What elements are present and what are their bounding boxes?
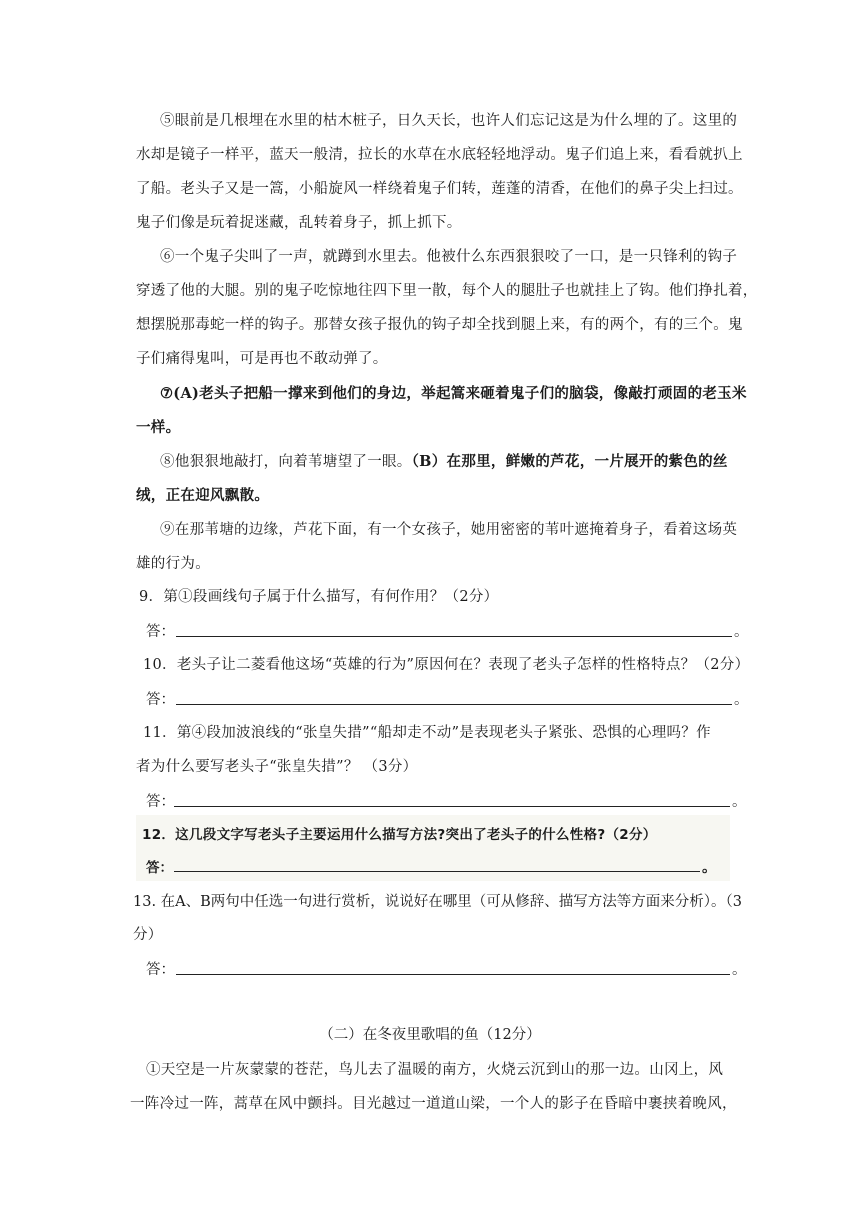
paragraph-6-line-2: 穿透了他的大腿。别的鬼子吃惊地往四下里一散，每个人的腿肚子也就挂上了钩。他们挣扎着， (136, 283, 758, 299)
answer-line-13 (176, 974, 730, 975)
question-11-line-1: 11．第④段加波浪线的“张皇失措”“船却走不动”是表现老头子紧张、恐惧的心理吗？作 (143, 725, 711, 741)
paragraph-5-line-4: 鬼子们像是玩着捉迷藏，乱转着身子，抓上抓下。 (136, 215, 462, 231)
answer-label-9: 答： (146, 624, 175, 640)
paragraph-7-line-1: ⑦(A)老头子把船一撑来到他们的身边，举起篙来砸着鬼子们的脑袋，像敲打顽固的老玉米 (160, 385, 747, 402)
paragraph-6-line-3: 想摆脱那毒蛇一样的钩子。那替女孩子报仇的钩子却全找到腿上来，有的两个，有的三个。鬼 (136, 317, 743, 333)
answer-label-13: 答： (146, 962, 175, 978)
paragraph-8-line-1 (160, 450, 728, 471)
paragraph-5-line-2: 水却是镜子一样平，蓝天一般清，拉长的水草在水底轻轻地浮动。鬼子们追上来，看看就扒上 (136, 147, 743, 163)
paragraph-9-line-1: ⑨在那苇塘的边缘，芦花下面，有一个女孩子，她用密密的苇叶遮掩着身子，看着这场英 (160, 522, 738, 538)
paragraph-5-line-1: ⑤眼前是几根埋在水里的枯木桩子，日久天长，也许人们忘记这是为什么埋的了。这里的 (160, 113, 738, 129)
sentence-b: （B）在那里，鲜嫩的芦花，一片展开的紫色的丝 (411, 453, 728, 470)
paragraph-7-line-2: 一样。 (136, 419, 181, 436)
answer-line-12 (174, 871, 700, 872)
answer-label-12: 答： (146, 860, 173, 876)
question-13-line-2: 分） (133, 927, 163, 943)
paragraph-8-text: ⑧他狠狠地敲打，向着苇塘望了一眼。 (160, 454, 412, 470)
paragraph-8-line-2: 绒，正在迎风飘散。 (136, 487, 270, 504)
paragraph-9-line-2: 雄的行为。 (136, 556, 210, 572)
answer-label-10: 答： (146, 692, 175, 708)
answer-period-13: 。 (732, 962, 747, 978)
answer-period-9: 。 (734, 624, 749, 640)
answer-period-12: 。 (702, 859, 717, 876)
answer-line-10 (176, 704, 732, 705)
answer-period-10: 。 (734, 692, 749, 708)
question-11-line-2: 者为什么要写老头子“张皇失措”？ （3分） (136, 759, 418, 775)
question-13-line-1: 13. 在A、B两句中任选一句进行赏析，说说好在哪里（可从修辞、描写方法等方面来分析）。（3 (133, 894, 743, 910)
question-10: 10．老头子让二菱看他这场“英雄的行为”原因何在？表现了老头子怎样的性格特点？（2分） (143, 657, 750, 673)
paragraph-6-line-1: ⑥一个鬼子尖叫了一声，就蹲到水里去。他被什么东西狠狠咬了一口，是一只锋利的钩子 (160, 249, 738, 265)
section-title: （二）在冬夜里歌唱的鱼（12分） (319, 1027, 541, 1043)
answer-line-9 (176, 636, 732, 637)
question-9: 9．第①段画线句子属于什么描写，有何作用？（2分） (139, 589, 499, 605)
paragraph-6-line-4: 子们痛得鬼叫，可是再也不敢动弹了。 (136, 351, 388, 367)
answer-line-11 (174, 806, 730, 807)
answer-label-11: 答： (146, 794, 175, 810)
section2-paragraph-1-line-2: 一阵冷过一阵，蒿草在风中颤抖。目光越过一道道山梁，一个人的影子在昏暗中裹挟着晚风， (130, 1096, 737, 1112)
answer-period-11: 。 (732, 794, 747, 810)
question-12: 12．这几段文字写老头子主要运用什么描写方法?突出了老头子的什么性格?（2分） (142, 827, 657, 843)
section2-paragraph-1-line-1: ①天空是一片灰蒙蒙的苍茫，鸟儿去了温暖的南方，火烧云沉到山的那一边。山冈上，风 (146, 1062, 724, 1078)
paragraph-5-line-3: 了船。老头子又是一篙，小船旋风一样绕着鬼子们转，莲蓬的清香，在他们的鼻子尖上扫过。 (136, 181, 743, 197)
